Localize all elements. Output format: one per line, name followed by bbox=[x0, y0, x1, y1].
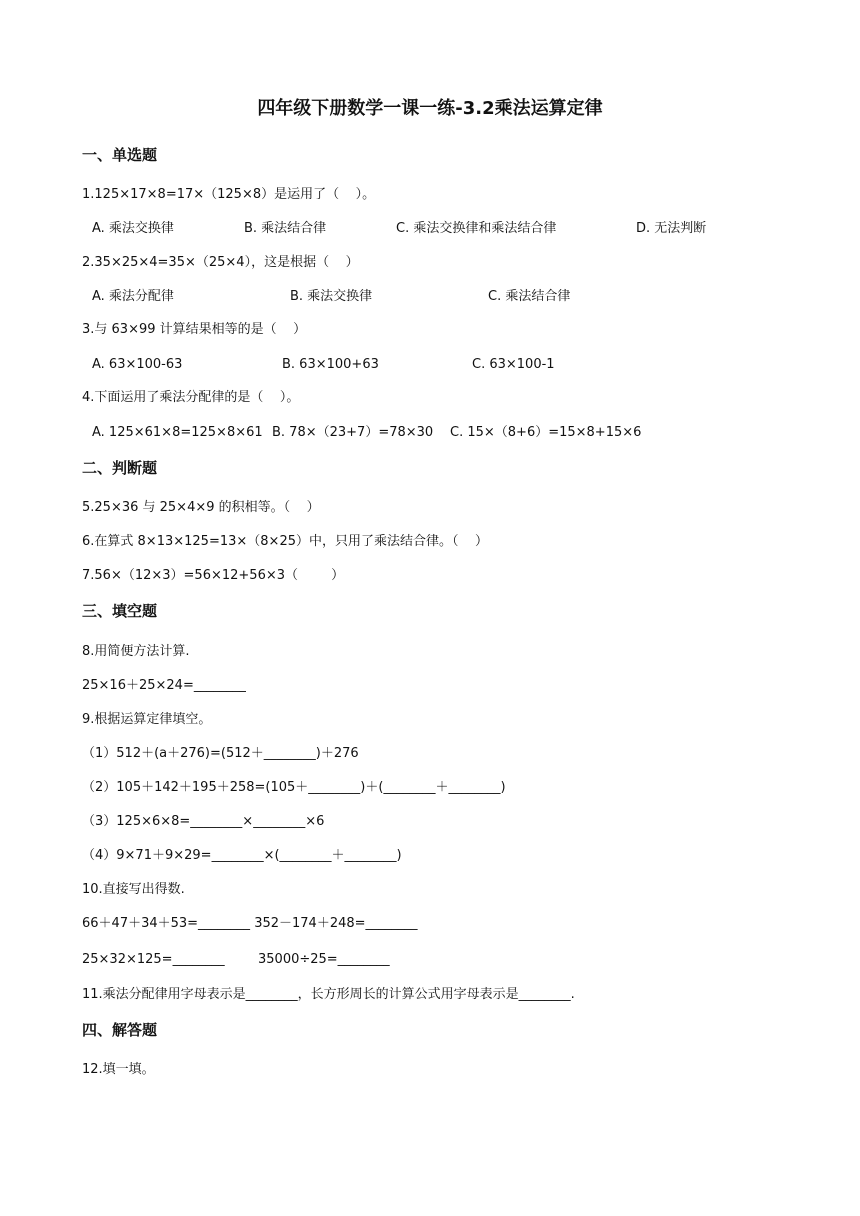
question-3-option-a: A. 63×100-63 bbox=[92, 357, 183, 372]
question-10-stem: 10.直接写出得数. bbox=[82, 882, 185, 897]
question-1-option-d: D. 无法判断 bbox=[636, 221, 707, 236]
question-2-option-b: B. 乘法交换律 bbox=[290, 289, 373, 304]
question-9-part-4: （4）9×71＋9×29=________×(________＋________) bbox=[82, 848, 402, 863]
question-2-stem: 2.35×25×4=35×（25×4），这是根据（ ） bbox=[82, 255, 359, 270]
question-4-option-a: A. 125×61×8=125×8×61 bbox=[92, 425, 263, 440]
question-11-stem: 11.乘法分配律用字母表示是________，长方形周长的计算公式用字母表示是________. bbox=[82, 987, 575, 1002]
question-8-stem: 8.用简便方法计算. bbox=[82, 644, 190, 659]
question-5-stem: 5.25×36 与 25×4×9 的积相等。（ ） bbox=[82, 500, 320, 515]
question-12-stem: 12.填一填。 bbox=[82, 1062, 155, 1077]
question-9-part-1: （1）512＋(a＋276)=(512＋________)＋276 bbox=[82, 746, 359, 761]
question-10-row-2-left: 25×32×125=________ bbox=[82, 952, 225, 967]
section-heading-true-false: 二、判断题 bbox=[82, 459, 158, 477]
question-4-option-b: B. 78×（23+7）=78×30 bbox=[272, 425, 434, 440]
question-1-option-a: A. 乘法交换律 bbox=[92, 221, 174, 236]
page-title: 四年级下册数学一课一练-3.2乘法运算定律 bbox=[257, 98, 603, 119]
question-9-stem: 9.根据运算定律填空。 bbox=[82, 712, 212, 727]
question-1-option-c: C. 乘法交换律和乘法结合律 bbox=[396, 221, 557, 236]
question-7-stem: 7.56×（12×3）=56×12+56×3（ ） bbox=[82, 568, 345, 583]
question-3-stem: 3.与 63×99 计算结果相等的是（ ） bbox=[82, 322, 307, 337]
question-3-option-b: B. 63×100+63 bbox=[282, 357, 379, 372]
question-3-option-c: C. 63×100-1 bbox=[472, 357, 555, 372]
question-8-expression: 25×16＋25×24=________ bbox=[82, 678, 246, 693]
question-2-option-a: A. 乘法分配律 bbox=[92, 289, 174, 304]
question-4-option-c: C. 15×（8+6）=15×8+15×6 bbox=[450, 425, 642, 440]
question-10-row-1: 66＋47＋34＋53=________ 352－174＋248=________ bbox=[82, 916, 418, 931]
section-heading-single-choice: 一、单选题 bbox=[82, 146, 158, 164]
question-4-stem: 4.下面运用了乘法分配律的是（ ）。 bbox=[82, 390, 300, 405]
question-9-part-3: （3）125×6×8=________×________×6 bbox=[82, 814, 325, 829]
question-10-row-2-right: 35000÷25=________ bbox=[258, 952, 390, 967]
section-heading-answer: 四、解答题 bbox=[82, 1021, 158, 1039]
section-heading-fill-in: 三、填空题 bbox=[82, 602, 158, 620]
question-6-stem: 6.在算式 8×13×125=13×（8×25）中，只用了乘法结合律。（ ） bbox=[82, 534, 489, 549]
question-9-part-2: （2）105＋142＋195＋258=(105＋________)＋(________＋________) bbox=[82, 780, 506, 795]
question-2-option-c: C. 乘法结合律 bbox=[488, 289, 571, 304]
question-1-stem: 1.125×17×8=17×（125×8）是运用了（ ）。 bbox=[82, 187, 376, 202]
question-1-option-b: B. 乘法结合律 bbox=[244, 221, 327, 236]
